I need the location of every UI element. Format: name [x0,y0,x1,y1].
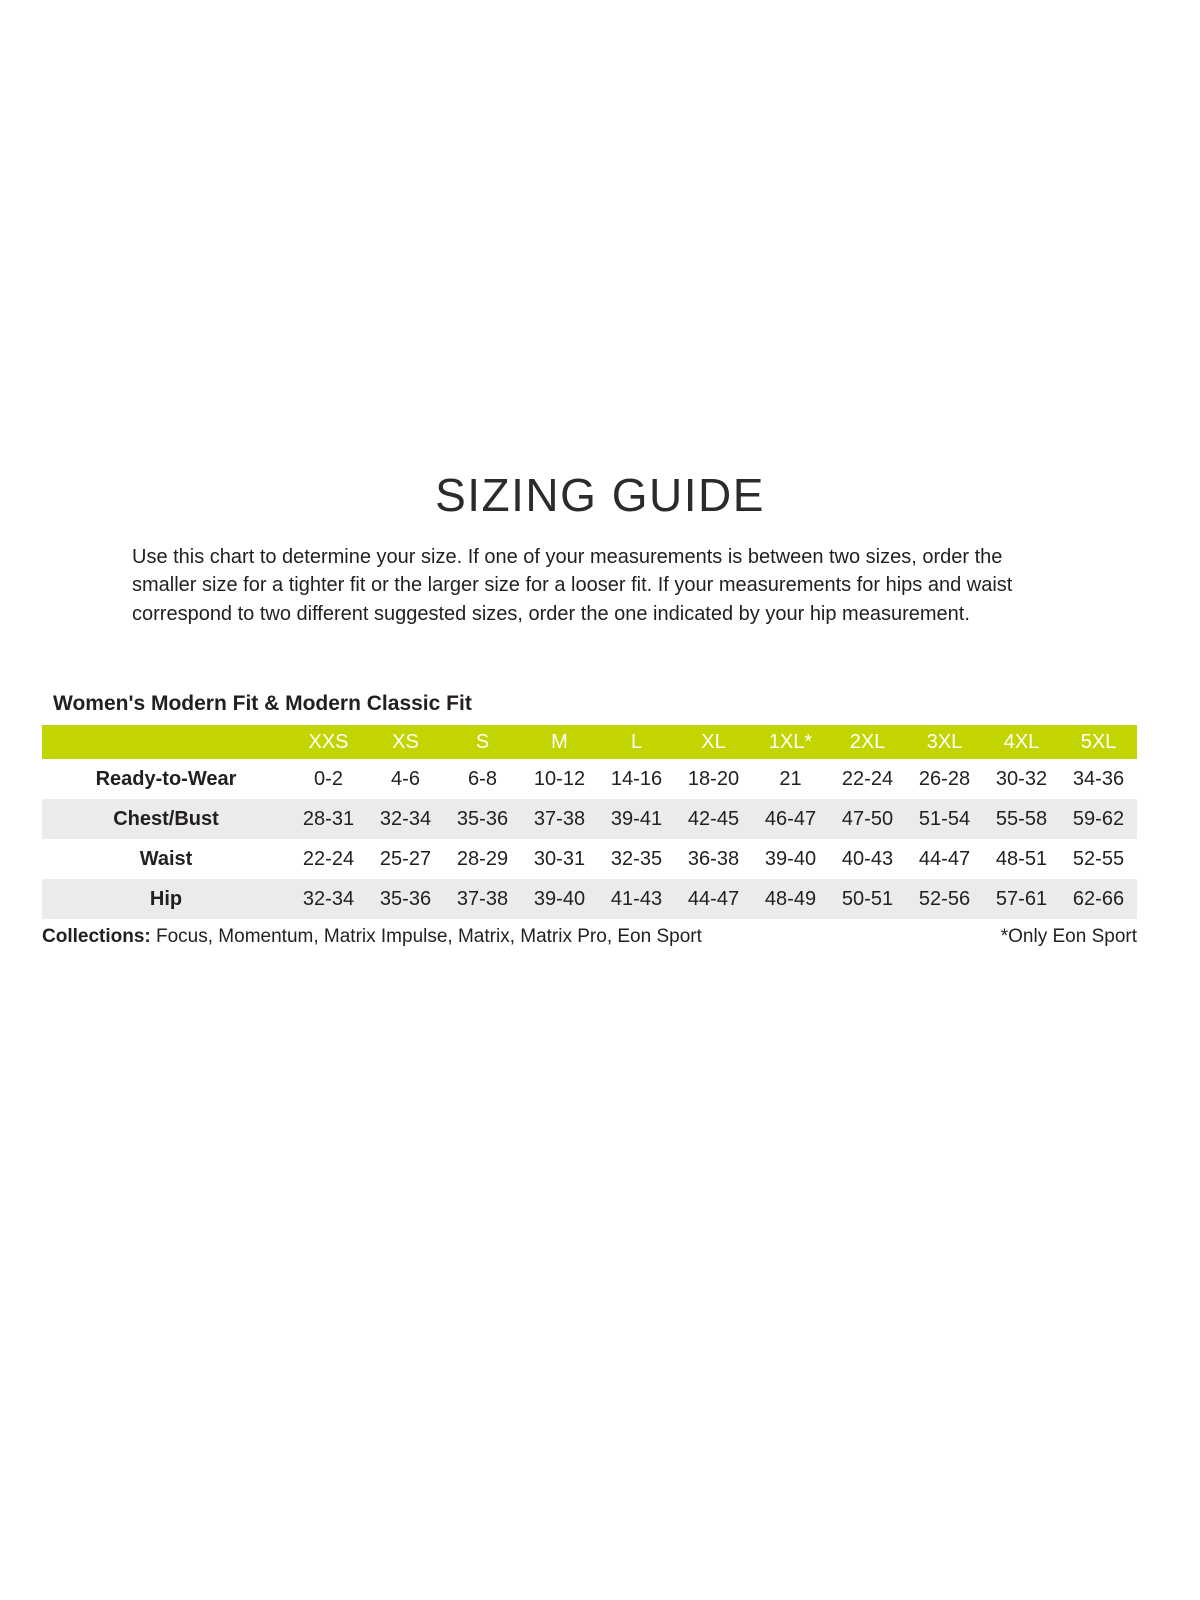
table-cell: 59-62 [1072,807,1125,830]
table-cell: 48-49 [764,887,817,910]
size-table [42,725,1137,919]
table-cell: 62-66 [1072,887,1125,910]
table-cell: 37-38 [456,887,509,910]
column-header: 4XL [1003,730,1040,753]
size-table-header-row [42,725,1137,759]
table-cell: 51-54 [918,807,971,830]
table-cell: 39-40 [533,887,586,910]
table-cell: 42-45 [687,807,740,830]
table-row [42,879,1137,919]
table-cell: 35-36 [379,887,432,910]
table-cell: 44-47 [687,887,740,910]
table-row [42,759,1137,799]
table-footer [42,926,1137,948]
table-cell: 28-29 [456,847,509,870]
column-header: S [475,730,490,753]
column-header: 3XL [926,730,963,753]
table-cell: 18-20 [687,767,740,790]
row-label: Waist [139,847,193,870]
column-header: 5XL [1080,730,1117,753]
table-cell: 41-43 [610,887,663,910]
row-label: Chest/Bust [113,807,219,830]
column-header: XL [701,730,726,753]
intro-paragraph: Use this chart to determine your size. If one of your measurements is between two sizes, order the smaller size for a tighter fit or the larger size for a looser fit. If your measurements for hips and waist correspond to two different suggested sizes, order the one indicated by your hip measurement. [132,546,1013,625]
table-cell: 52-55 [1072,847,1125,870]
table-cell: 21 [779,767,802,790]
table-cell: 10-12 [533,767,586,790]
collections-label: Collections: [42,926,151,947]
table-cell: 6-8 [468,767,497,790]
row-label: Ready-to-Wear [95,767,237,790]
page-title: SIZING GUIDE [435,469,765,521]
column-header: XS [392,730,419,753]
table-cell: 39-40 [764,847,817,870]
table-cell: 0-2 [314,767,343,790]
table-cell: 28-31 [302,807,355,830]
table-cell: 4-6 [391,767,420,790]
table-cell: 22-24 [841,767,894,790]
column-header: XXS [308,730,349,753]
size-table-body [42,759,1137,919]
column-header: L [630,730,643,753]
table-cell: 48-51 [995,847,1048,870]
table-cell: 25-27 [379,847,432,870]
column-header: 2XL [849,730,886,753]
table-cell: 32-34 [302,887,355,910]
table-cell: 44-47 [918,847,971,870]
column-header: 1XL* [768,730,813,753]
table-cell: 55-58 [995,807,1048,830]
table-cell: 57-61 [995,887,1048,910]
collections-text: Focus, Momentum, Matrix Impulse, Matrix, Matrix Pro, Eon Sport [150,926,702,947]
table-cell: 35-36 [456,807,509,830]
table-cell: 50-51 [841,887,894,910]
table-cell: 22-24 [302,847,355,870]
table-cell: 36-38 [687,847,740,870]
column-header: M [551,730,568,753]
table-cell: 52-56 [918,887,971,910]
table-row [42,799,1137,839]
table-cell: 14-16 [610,767,663,790]
table-cell: 32-35 [610,847,663,870]
table-cell: 34-36 [1072,767,1125,790]
footnote: *Only Eon Sport [1000,926,1137,947]
table-cell: 26-28 [918,767,971,790]
table-cell: 39-41 [610,807,663,830]
table-cell: 47-50 [841,807,894,830]
section-heading: Women's Modern Fit & Modern Classic Fit [53,692,472,715]
table-cell: 40-43 [841,847,894,870]
table-cell: 30-31 [533,847,586,870]
table-cell: 30-32 [995,767,1048,790]
collections-line [42,926,702,948]
table-row [42,839,1137,879]
table-cell: 32-34 [379,807,432,830]
row-label: Hip [149,887,183,910]
table-cell: 37-38 [533,807,586,830]
table-cell: 46-47 [764,807,817,830]
